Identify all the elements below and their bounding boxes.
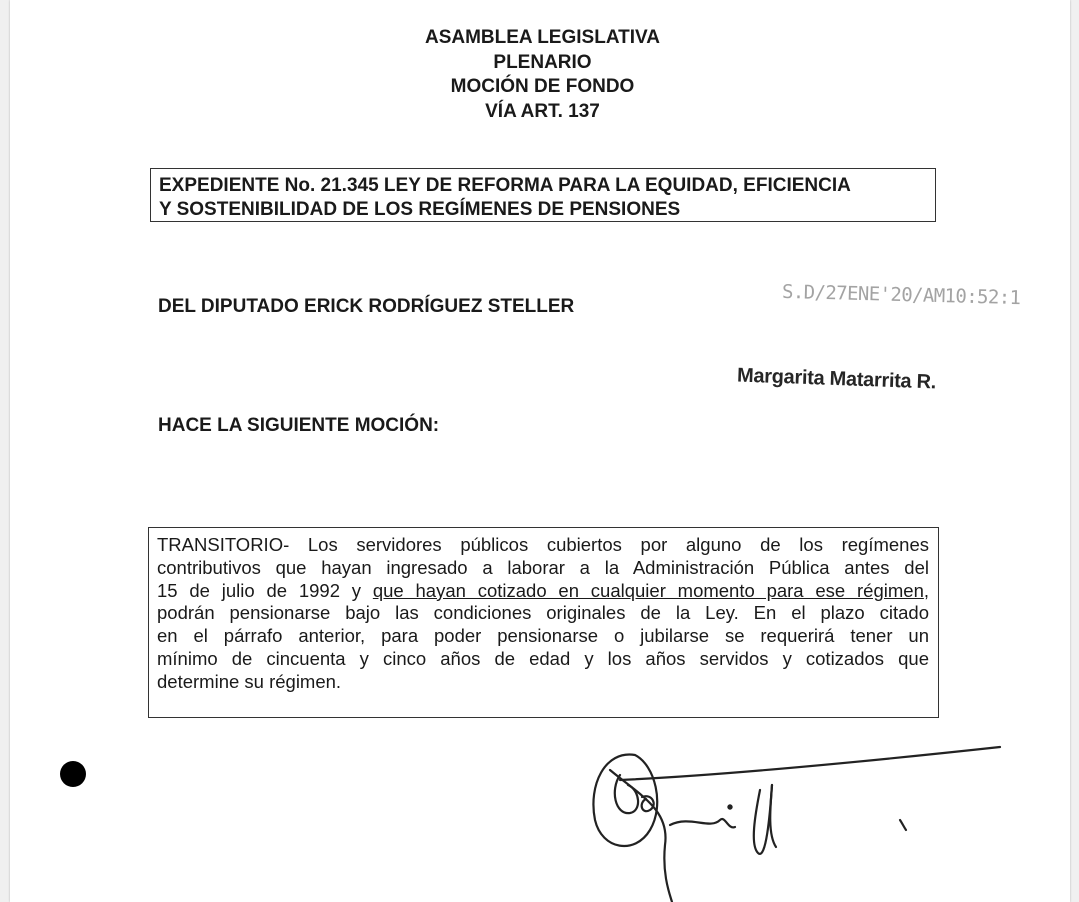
transitorio-line-6: mínimo de cincuenta y cinco años de edad y los años servidos y cotizados que bbox=[157, 647, 929, 669]
transitorio-line-3-prefix: 15 de julio de 1992 y bbox=[157, 579, 373, 601]
header-line-article: VÍA ART. 137 bbox=[485, 100, 600, 122]
transitorio-line-3-suffix: , bbox=[923, 579, 929, 601]
deputy-name: DEL DIPUTADO ERICK RODRÍGUEZ STELLER bbox=[158, 296, 575, 317]
transitorio-box bbox=[148, 527, 939, 718]
transitorio-line-2: contributivos que hayan ingresado a laborar a la Administración Pública antes del bbox=[157, 556, 929, 578]
transitorio-line-7: determine su régimen. bbox=[157, 670, 342, 692]
motion-label: HACE LA SIGUIENTE MOCIÓN: bbox=[158, 415, 440, 436]
header-line-assembly: ASAMBLEA LEGISLATIVA bbox=[424, 27, 661, 48]
transitorio-underlined-clause: que hayan cotizado en cualquier momento para ese régimen bbox=[372, 579, 924, 601]
document-header bbox=[0, 26, 1079, 124]
header-line-motion-type: MOCIÓN DE FONDO bbox=[450, 76, 635, 97]
receiver-stamp-name: Margarita Matarrita R. bbox=[736, 364, 937, 394]
transitorio-line-4: podrán pensionarse bajo las condiciones originales de la Ley. En el plazo citado bbox=[157, 602, 929, 624]
expediente-line-1: EXPEDIENTE No. 21.345 LEY DE REFORMA PARA LA EQUIDAD, EFICIENCIA bbox=[159, 175, 851, 196]
handwritten-signature bbox=[580, 735, 1020, 902]
transitorio-line-3 bbox=[157, 580, 929, 603]
received-stamp: S.D/27ENE'20/AM10:52:1 bbox=[781, 280, 1021, 310]
expediente-line-2: Y SOSTENIBILIDAD DE LOS REGÍMENES DE PENSIONES bbox=[159, 198, 681, 220]
transitorio-line-5: en el párrafo anterior, para poder pensionarse o jubilarse se requerirá tener un bbox=[157, 625, 929, 647]
expediente-box bbox=[150, 168, 936, 222]
punch-hole-dot bbox=[60, 761, 86, 787]
header-line-plenary: PLENARIO bbox=[493, 51, 592, 73]
transitorio-line-1: TRANSITORIO- Los servidores públicos cubiertos por alguno de los regímenes bbox=[157, 534, 929, 555]
